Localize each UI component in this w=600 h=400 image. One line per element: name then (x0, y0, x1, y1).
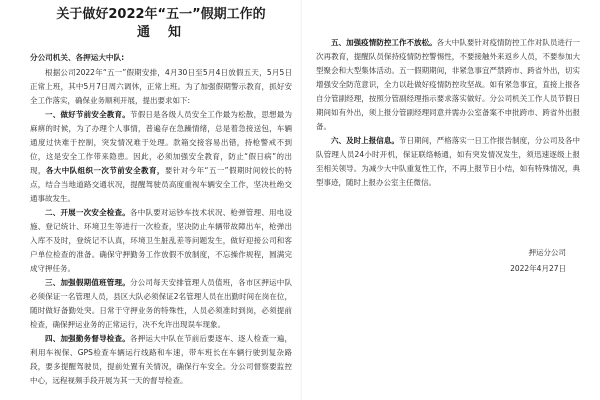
section-5-heading: 五、加强疫情防控工作不放松。 (331, 38, 437, 47)
document-title-line1: 关于做好2022年“五一”假期工作的 (56, 7, 266, 22)
section-6-body: 节日期间，严格落实一日工作报告制度，分公司及各中队管理人员24小时开机，保证联络畅通，如有突发情况发生，须迅速逐级上报至相关领导。为减少大中队重复性工作，不再上报节日小结，如有特殊情况，典型事迹，随时上报办公室主任微信。 (316, 136, 580, 187)
section-4 (30, 332, 292, 388)
signature-organization: 押运分公司 (528, 248, 566, 257)
section-4-heading: 四、加强勤务督导检查。 (45, 334, 130, 343)
section-2-heading: 二、开展一次安全检查。 (45, 208, 130, 217)
section-1-heading: 一、做好节前安全教育。 (45, 110, 130, 119)
signature-date: 2022年4月27日 (510, 264, 566, 273)
document-title-line2: 通知 (136, 25, 199, 40)
section-1 (30, 108, 292, 206)
section-1-body: 节假日是各级人员安全工作最为松散，思想最为麻痹的时候，为了办理个人事情，普遍存在急躁情绪，总是着急接送包，车辆通度过快难于控制，突发情况难于处理。款箱交接容易出错，持枪警戒不到位，这是安全工作带来隐患。因此，必须加强安全教育，防止“假日病”的出现， (30, 110, 292, 175)
section-3-body: 分公司每天安排管理人员值班，各市区押运中队必须保证一名管理人员，县区大队必须保证2名管理人员在出勤时间在岗在位，随时做好备勤处突。日常于守押业务的特殊性，人员必须准时到岗，必须提前检查，确保押运业务的正常运行，决不允许出现误车现象。 (30, 278, 292, 329)
section-5 (316, 36, 580, 134)
section-2 (30, 206, 292, 276)
section-3-heading: 三、加强假期值班管理。 (45, 278, 130, 287)
salutation: 分公司机关、各押运大中队: (30, 53, 125, 62)
section-1-emphasis: 各大中队组织一次节前安全教育， (45, 166, 165, 175)
section-2-body: 各中队要对运钞车技术状况、枪弹管理、用电设施、登记统计、环境卫生等进行一次检查，坚决防止车辆带故障出车，枪弹出入库不及时，登统记不认真，环境卫生脏乱差等问题发生，做好迎接公司和客户单位检查的准备。确保守押勤务工作放假不放制度，不忘操作规程，圆满完成守押任务。 (30, 208, 292, 273)
section-5-body: 各大中队要针对疫情防控工作对队员进行一次再教育，提醒队员保持疫情防控警惕性，不要接触外来返乡人员，不要参加大型聚会和大型集体活动。五一假期期间，非紧急事宜严禁跨市、跨省外出，切实增强安全防范意识，全力以赴做好疫情防控攻坚战。如有紧急事宜，直接上报各自分管副经理，按照分管副经理指示要求落实做好。分公司机关工作人员节假日期间如有外出，须上报分管副经理同意并需办公室备案不申批跨市、跨省外出报备。 (316, 38, 580, 131)
section-6 (316, 134, 580, 190)
section-3 (30, 276, 292, 332)
section-4-body: 各押运大中队在节前后要逐车、逐人检查一遍，利用车视保、GPS检查车辆运行线路和车速，带车班长在车辆行驶到复杂路段，要多提醒驾驶员，提前处置有关情况，确保行车安全。分公司督察要监控中心，远程视频手段开展为其一天的督导检查。 (30, 334, 292, 385)
section-1-tail: 要针对今年“五一”假期时间较长的特点，结合当地道路交通状况，提醒驾驶员高度重视车辆安全工作，坚决杜绝交通事故发生。 (30, 166, 293, 203)
document-page-right (302, 0, 600, 400)
intro-paragraph: 根据公司2022年“五一”假期安排，4月30日至5月4日放假五天，5月5日正常上班，其中5月7日周六调休，正常上班。为了加强假期警示教育，抓好安全工作落实，确保业务顺利开展，提出要求如下: (30, 68, 292, 105)
section-6-heading: 六、及时上报信息。 (331, 136, 399, 145)
